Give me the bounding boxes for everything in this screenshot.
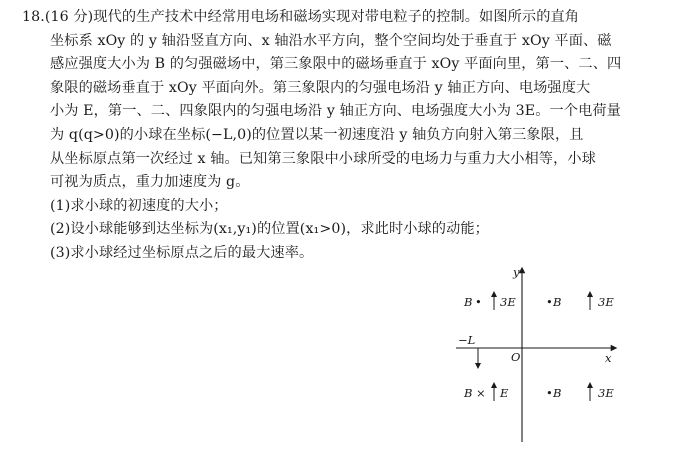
q4-b-label: B bbox=[553, 386, 562, 400]
problem-line-7: 从坐标原点第一次经过 x 轴。已知第三象限中小球所受的电场力与重力大小相等，小球 bbox=[50, 150, 596, 167]
q1-dot: • bbox=[546, 295, 553, 309]
problem-line-6: 为 q(q>0)的小球在坐标(−L,0)的位置以某一初速度沿 y 轴负方向射入第三象限，且 bbox=[50, 126, 584, 143]
problem-line-2: 坐标系 xOy 的 y 轴沿竖直方向、x 轴沿水平方向，整个空间均处于垂直于 xOy 平面、磁 bbox=[50, 32, 612, 49]
q3-e-label: E bbox=[500, 386, 509, 400]
problem-line-5: 小为 E，第一、二、四象限内的匀强电场沿 y 轴正方向、电场强度大小为 3E。一个电荷量 bbox=[50, 103, 621, 120]
coordinate-figure bbox=[456, 266, 616, 442]
q4-e-label: 3E bbox=[598, 386, 614, 400]
problem-line-4: 象限的磁场垂直于 xOy 平面向外。第三象限内的匀强电场沿 y 轴正方向、电场强度大 bbox=[50, 79, 591, 96]
subquestion-2: (2)设小球能够到达坐标为(x₁,y₁)的位置(x₁>0)，求此时小球的动能； bbox=[50, 221, 489, 238]
neg-L-label: −L bbox=[458, 333, 476, 347]
subquestion-1: (1)求小球的初速度的大小； bbox=[50, 197, 228, 214]
q1-e-label: 3E bbox=[598, 295, 614, 309]
origin-label: O bbox=[511, 350, 521, 364]
x-axis-label: x bbox=[605, 351, 612, 365]
subquestion-3: (3)求小球经过坐标原点之后的最大速率。 bbox=[50, 244, 314, 261]
q4-dot: • bbox=[546, 386, 553, 400]
problem-text bbox=[22, 6, 664, 266]
q2-dot: • bbox=[475, 295, 482, 309]
problem-line-1-text: (16 分)现代的生产技术中经常用电场和磁场实现对带电粒子的控制。如图所示的直角 bbox=[44, 9, 580, 25]
q2-b-label: B bbox=[464, 295, 473, 309]
figure-svg bbox=[456, 266, 616, 442]
question-number: 18. bbox=[22, 9, 45, 25]
problem-line-8: 可视为质点，重力加速度为 g。 bbox=[50, 174, 250, 191]
q1-b-label: B bbox=[553, 295, 562, 309]
problem-line-1 bbox=[22, 6, 664, 30]
y-axis-label: y bbox=[513, 265, 520, 279]
q2-e-label: 3E bbox=[500, 295, 516, 309]
q3-b-label: B bbox=[464, 386, 473, 400]
q3-cross: × bbox=[476, 386, 486, 400]
problem-line-3: 感应强度大小为 B 的匀强磁场中，第三象限中的磁场垂直于 xOy 平面向里，第一、二、四 bbox=[50, 56, 622, 73]
